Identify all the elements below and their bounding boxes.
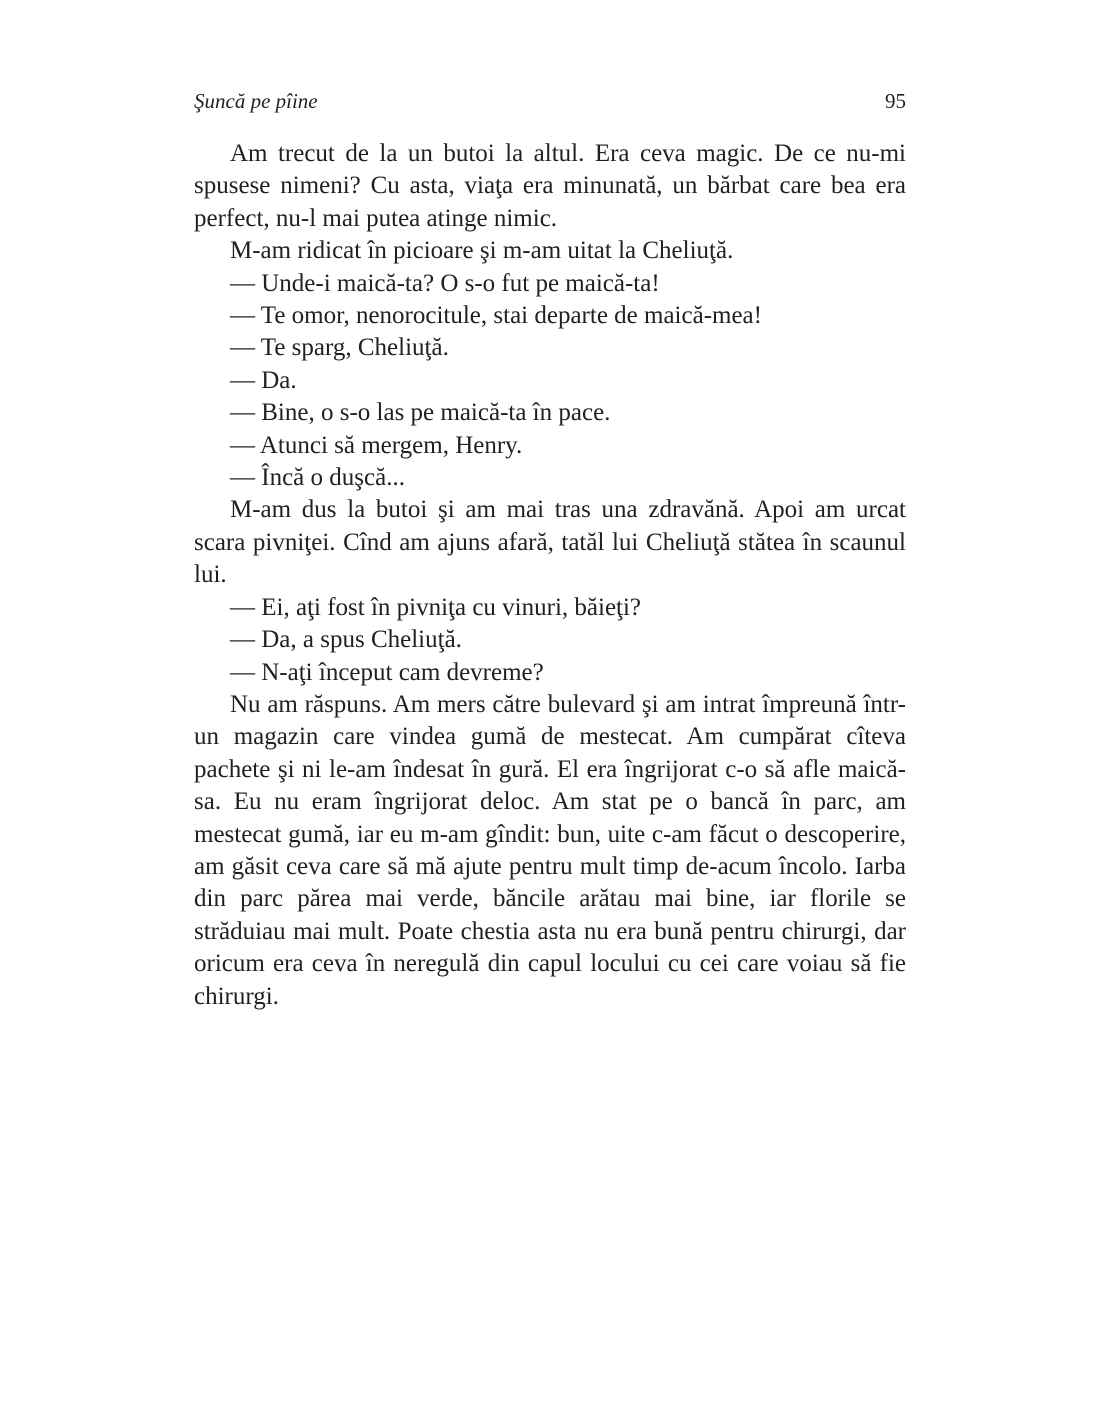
page-number: 95 [885,89,906,113]
running-title: Şuncă pe pîine [194,89,318,113]
paragraph: M-am ridicat în picioare şi m-am uitat la Cheliuţă. [230,237,734,265]
paragraph: Nu am răspuns. Am mers către bulevard şi am intrat împreună într-un magazin care vindea gumă de mestecat. Am cumpărat cîteva pachete şi ni le-am îndesat în gură. El era îngrijorat c-o să afle maică-sa. Eu nu eram îngrijorat deloc. Am stat pe o bancă în parc, am mestecat gumă, iar eu m-am gîndit: bun, uite c-am făcut o descoperire, am găsit ceva care să mă ajute pentru mult timp de-acum încolo. Iarba din parc părea mai verde, băncile arătau mai bine, iar florile se străduiau mai mult. Poate chestia asta nu era bună pentru chirurgi, dar oricum era ceva în neregulă din capul locului cu cei care voiau să fie chirurgi. [194,690,906,1010]
running-head [194,86,906,116]
dialogue-line: — N-aţi început cam devreme? [230,658,544,686]
dialogue-line: — Da, a spus Cheliuţă. [230,626,462,654]
paragraph: M-am dus la butoi şi am mai tras una zdravănă. Apoi am urcat scara pivniţei. Cînd am ajuns afară, tatăl lui Cheliuţă stătea în scaunul lui. [194,496,906,589]
paragraph: Am trecut de la un butoi la altul. Era ceva magic. De ce nu-mi spusese nimeni? Cu asta, viaţa era minunată, un bărbat care bea era perfect, nu-l mai putea atinge nimic. [194,140,906,232]
dialogue-line: — Ei, aţi fost în pivniţa cu vinuri, băieţi? [230,593,642,621]
dialogue-line: — Unde-i maică-ta? O s-o fut pe maică-ta! [230,269,660,297]
body-text [194,138,906,1013]
dialogue-line: — Te sparg, Cheliuţă. [230,334,449,362]
dialogue-line: — Da. [230,366,297,394]
dialogue-line: — Atunci să mergem, Henry. [230,431,523,459]
dialogue-line: — Te omor, nenorocitule, stai departe de maică-mea! [230,302,762,330]
dialogue-line: — Încă o duşcă... [230,464,405,492]
dialogue-line: — Bine, o s-o las pe maică-ta în pace. [230,399,611,427]
